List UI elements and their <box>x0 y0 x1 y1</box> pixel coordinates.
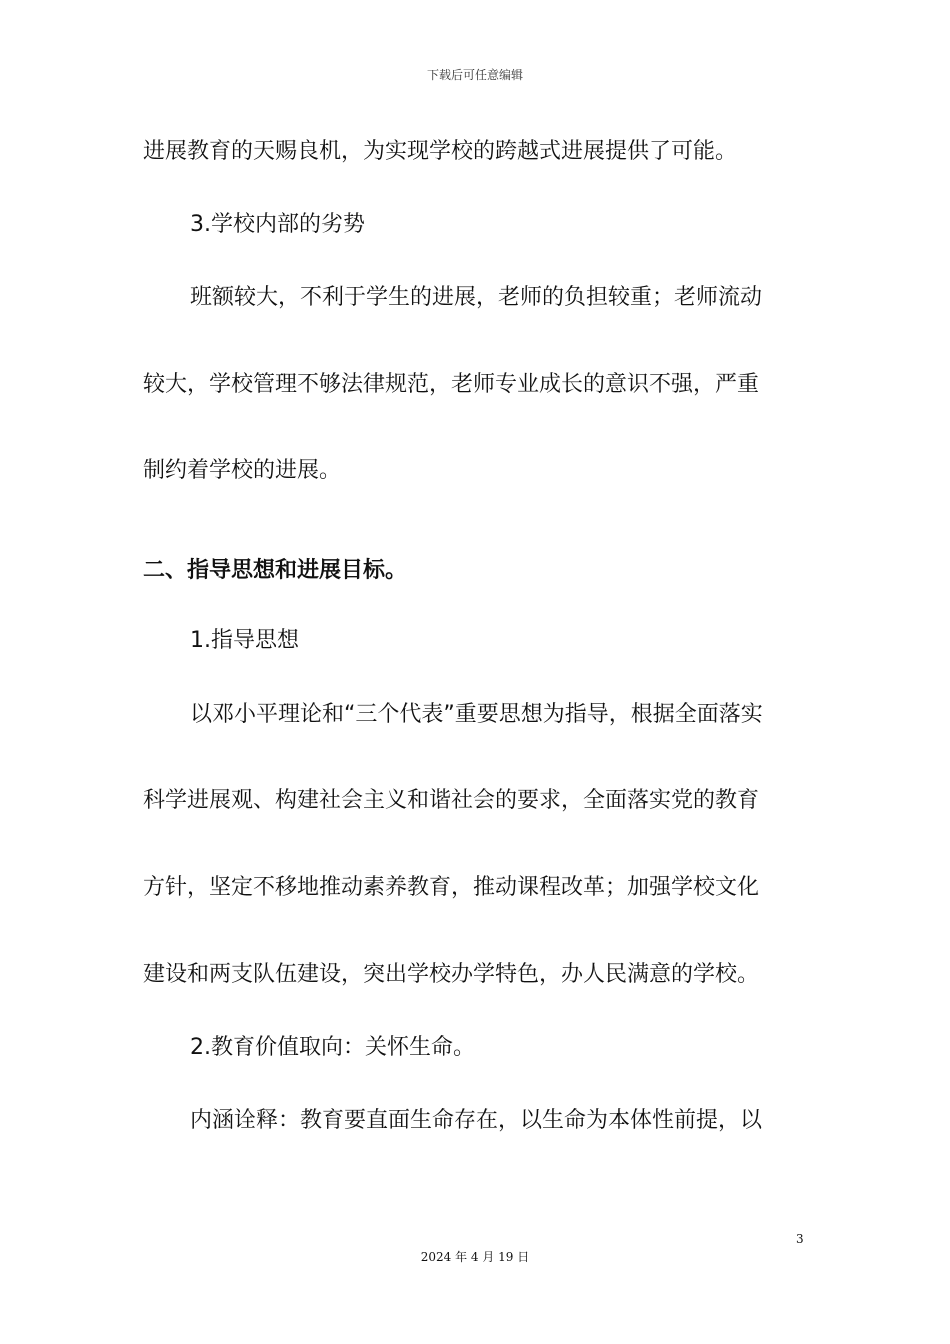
body-line: 以邓小平理论和“三个代表”重要思想为指导，根据全面落实 <box>190 702 763 727</box>
body-line: 建设和两支队伍建设，突出学校办学特色，办人民满意的学校。 <box>143 962 760 987</box>
body-line: 较大，学校管理不够法律规范，老师专业成长的意识不强，严重 <box>143 372 760 397</box>
body-line: 制约着学校的进展。 <box>143 458 342 483</box>
body-line: 内涵诠释：教育要直面生命存在，以生命为本体性前提，以 <box>190 1108 763 1133</box>
body-line: 科学进展观、构建社会主义和谐社会的要求，全面落实党的教育 <box>143 788 760 813</box>
subheading-line: 3.学校内部的劣势 <box>190 212 365 237</box>
subheading-line: 2.教育价值取向：关怀生命。 <box>190 1035 475 1060</box>
page-header: 下载后可任意编辑 <box>426 68 523 82</box>
subheading-line: 1.指导思想 <box>190 628 299 653</box>
body-line: 班额较大，不利于学生的进展，老师的负担较重；老师流动 <box>190 285 763 310</box>
body-line: 方针，坚定不移地推动素养教育，推动课程改革；加强学校文化 <box>143 875 760 900</box>
section-heading: 二、指导思想和进展目标。 <box>143 558 408 583</box>
page-footer-date: 2024 年 4 月 19 日 <box>420 1250 530 1264</box>
body-line: 进展教育的天赐良机，为实现学校的跨越式进展提供了可能。 <box>143 139 738 164</box>
page-number: 3 <box>796 1232 804 1246</box>
